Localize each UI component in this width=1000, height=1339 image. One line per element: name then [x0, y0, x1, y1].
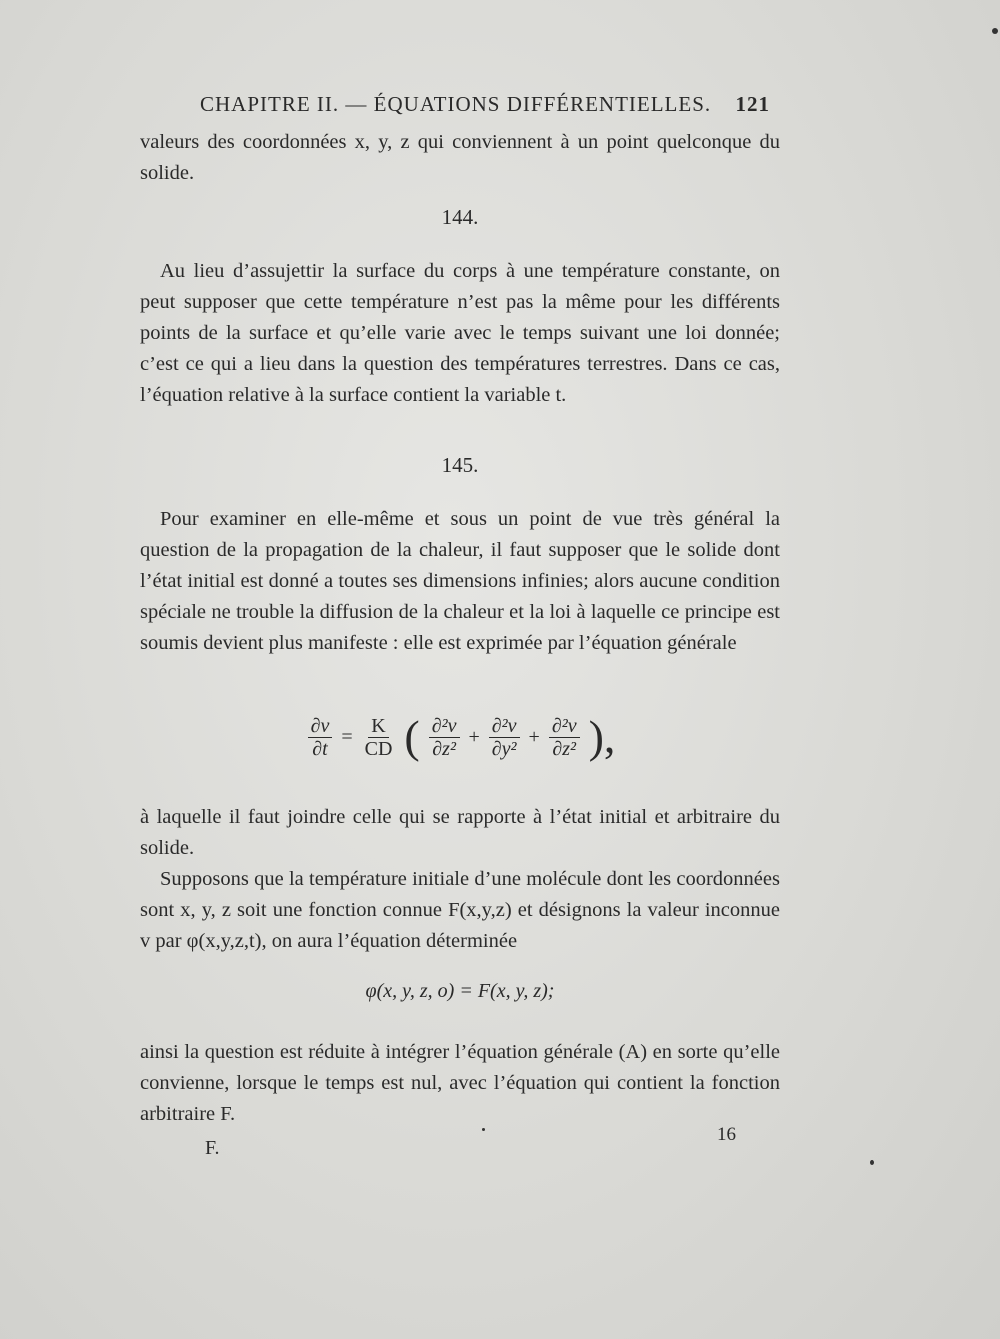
- fraction-term-2: $\frac{\text{∂²v}}{\text{∂y²}}$: [489, 715, 520, 760]
- equals-sign: =: [341, 725, 353, 748]
- section-number-144: 144.: [441, 205, 479, 229]
- sheet-number: 16: [717, 1124, 736, 1145]
- close-paren: ),: [588, 711, 616, 762]
- plus-sign-2: +: [528, 725, 540, 748]
- equation-general: [140, 711, 780, 762]
- paragraph-continued: valeurs des coordonnées x, y, z qui conviennent à un point quelconque du solide.: [140, 131, 780, 184]
- paragraph-suppose: Supposons que la température initiale d’une molécule dont les coordonnées sont x, y, z soit une fonction connue F(x,y,z) et désignons la valeur inconnue v par φ(x,y,z,t), on aura l’équation déterminée: [140, 868, 780, 952]
- ink-speck: [870, 1160, 874, 1165]
- fraction-term-3: $\frac{\text{∂²v}}{\text{∂z²}}$: [549, 715, 580, 760]
- paragraph-144: Au lieu d’assujettir la surface du corps à une température constante, on peut supposer que cette température n’est pas la même pour les différents points de la surface et qu’elle varie avec le temps suivant une loi donnée; c’est ce qui a lieu dans la question des températures terrestres. Dans ce cas, l’équation relative à la surface contient la variable t.: [140, 260, 780, 406]
- running-title: CHAPITRE II. — ÉQUATIONS DIFFÉRENTIELLES.: [200, 92, 712, 116]
- paragraph-145: Pour examiner en elle-même et sous un point de vue très général la question de la propagation de la chaleur, il faut supposer que le solide dont l’état initial est donné a toutes ses dimensions infinies; alors aucune condition spéciale ne trouble la diffusion de la chaleur et la loi à laquelle ce principe est soumis devient plus manifeste : elle est exprimée par l’équation générale: [140, 508, 780, 654]
- equation-initial: φ(x, y, z, o) = F(x, y, z);: [365, 980, 555, 1002]
- plus-sign-1: +: [468, 725, 480, 748]
- ink-speck: [992, 28, 998, 34]
- page-number: 121: [735, 92, 770, 116]
- paragraph-initial-state: à laquelle il faut joindre celle qui se rapporte à l’état initial et arbitraire du solide.: [140, 806, 780, 859]
- fraction-dv-dt: $\frac{\partial v}{\partial t}$: [308, 715, 333, 760]
- fraction-k-cd: $\frac{K}{CD}$: [364, 714, 393, 760]
- running-header: [200, 92, 770, 117]
- open-paren: (: [404, 711, 420, 762]
- fraction-term-1: $\frac{\text{∂²v}}{\text{∂z²}}$: [429, 715, 460, 760]
- paragraph-conclusion: ainsi la question est réduite à intégrer l’équation générale (A) en sorte qu’elle convienne, lorsque le temps est nul, avec l’équation qui contient la fonction arbitraire F.: [140, 1041, 780, 1125]
- signature-mark: F.: [205, 1137, 220, 1159]
- section-number-145: 145.: [441, 453, 479, 477]
- ink-speck: [482, 1128, 485, 1131]
